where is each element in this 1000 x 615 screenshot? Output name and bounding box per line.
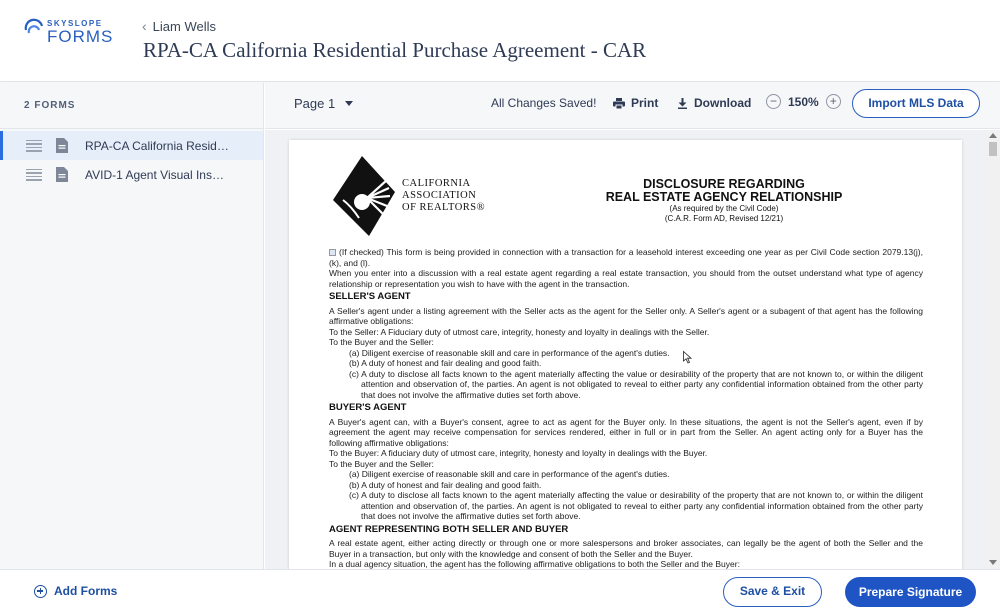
disclosure-title: DISCLOSURE REGARDING REAL ESTATE AGENCY RELATIONSHIP (As required by the Civil Code) (C.A.R. Form AD, Revised 12/21) [605, 177, 843, 223]
chevron-left-icon: ‹ [142, 18, 147, 34]
print-button[interactable] [613, 96, 658, 110]
app-footer [0, 569, 1000, 615]
caret-down-icon [345, 101, 353, 106]
document-icon [56, 138, 68, 153]
scroll-down-arrow-icon[interactable] [989, 560, 997, 565]
leasehold-checkbox[interactable] [329, 249, 336, 256]
document-toolbar [265, 83, 1000, 129]
printer-icon [613, 98, 625, 109]
document-page [289, 140, 962, 610]
drag-handle-icon[interactable] [26, 140, 42, 152]
zoom-control [766, 94, 841, 109]
import-mls-data-button[interactable]: Import MLS Data [852, 89, 980, 118]
zoom-level: 150% [788, 94, 819, 109]
download-button[interactable] [677, 96, 751, 110]
forms-count-heading: 2 FORMS [0, 83, 263, 129]
back-link[interactable] [142, 18, 216, 34]
form-list-item-label: AVID-1 Agent Visual Ins… [85, 167, 224, 182]
scroll-up-arrow-icon[interactable] [989, 133, 997, 138]
document-body: (If checked) This form is being provided in connection with a transaction for a leasehold interest exceeding one year as per Civil Code section 2079.13(j), (k), and (l). When you enter into a discussion with a real estate agent regarding a real estate transaction, you should from the outset understand what type of agency relationship or representation you wish to have with the agent in the transaction. SELLER'S AGENT A Seller's agent under a listing agreement with the Seller acts as the agent for the Seller only. A Seller's agent or a subagent of that agent has the following affirmative obligations: To the Seller: A Fiduciary duty of utmost care, integrity, honesty and loyalty in dealings with the Seller. To the Buyer and the Seller: (a) Diligent exercise of reasonable skill and care in performance of the agent's duties. (b) A duty of honest and fair dealing and good faith. (c) A duty to disclose all facts known to the agent materially affecting the value or desirability of the property that are not known to, or within the diligent attention and observation of, the parties. An agent is not obligated to reveal to either party any confidential information obtained from the other party that does not involve the affirmative duties set forth above. BUYER'S AGENT A Buyer's agent can, with a Buyer's consent, agree to act as agent for the Buyer only. In these situations, the agent is not the Seller's agent, even if by agreement the agent may receive compensation for services rendered, either in full or in part from the Seller. An agent acting only for a Buyer has the following affirmative obligations: To the Buyer: A fiduciary duty of utmost care, integrity, honesty and loyalty in dealings with the Buyer. To the Buyer and the Seller: (a) Diligent exercise of reasonable skill and care in performance of the agent's duties. (b) A duty of honest and fair dealing and good faith. (c) A duty to disclose all facts known to the agent materially affecting the value or desirability of the property that are not known to, or within the diligent attention and observation of, the parties. An agent is not obligated to reveal to either party any confidential information obtained from the other party that does not involve the affirmative duties set forth above. AGENT REPRESENTING BOTH SELLER AND BUYER A real estate agent, either acting directly or through one or more salespersons and broker associates, can legally be the agent of both the Seller and the Buyer in a transaction, but only with the knowledge and consent of both the Seller and the Buyer. In a dual agency situation, the agent has the following affirmative obligations to both the Seller and the Buyer: [329, 247, 923, 569]
skyslope-forms-logo[interactable] [24, 18, 124, 44]
plus-circle-icon [34, 585, 47, 598]
download-label: Download [694, 96, 752, 110]
form-list-item-rpa[interactable] [0, 131, 263, 160]
forms-sidebar [0, 83, 264, 569]
brand-small-text: SKYSLOPE [47, 19, 103, 28]
prepare-signature-button[interactable]: Prepare Signature [845, 577, 976, 607]
zoom-out-button[interactable]: − [766, 94, 781, 109]
zoom-in-button[interactable]: + [826, 94, 841, 109]
mouse-cursor-icon [683, 351, 693, 364]
page-title: RPA-CA California Residential Purchase Agreement - CAR [143, 38, 647, 62]
save-status: All Changes Saved! [491, 96, 597, 110]
skyslope-logo-icon [24, 20, 44, 40]
car-org-name: CALIFORNIA ASSOCIATION OF REALTORS® [402, 178, 486, 213]
save-exit-button[interactable]: Save & Exit [723, 577, 822, 607]
document-viewport[interactable] [265, 130, 986, 569]
drag-handle-icon[interactable] [26, 169, 42, 181]
car-logo-icon [329, 154, 399, 238]
document-icon [56, 167, 68, 182]
page-selector[interactable] [294, 96, 353, 111]
form-list-item-avid[interactable] [0, 160, 263, 189]
app-header [0, 0, 1000, 82]
scrollbar-thumb[interactable] [989, 142, 997, 156]
download-icon [677, 98, 688, 109]
add-forms-button[interactable] [34, 584, 117, 598]
brand-big-text: FORMS [47, 27, 114, 46]
page-selector-label: Page 1 [294, 96, 336, 111]
back-link-label: Liam Wells [152, 18, 217, 34]
document-scrollbar[interactable] [986, 130, 1000, 569]
add-forms-label: Add Forms [54, 584, 118, 598]
print-label: Print [631, 96, 659, 110]
form-list-item-label: RPA-CA California Resid… [85, 138, 229, 153]
